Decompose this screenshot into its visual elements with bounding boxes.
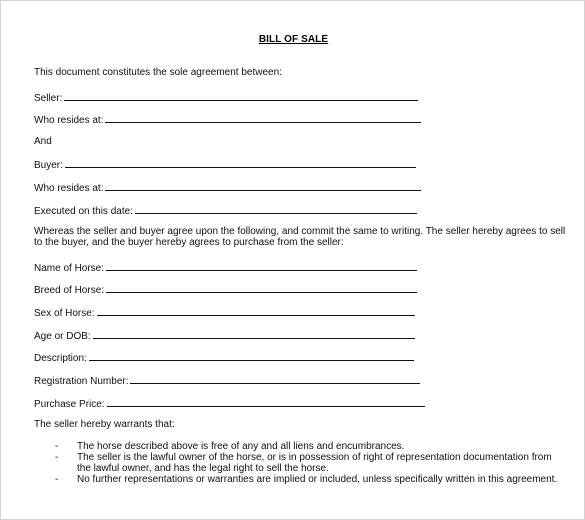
seller-address-blank-line[interactable] <box>105 113 421 123</box>
horse-breed-label: Breed of Horse: <box>34 285 105 296</box>
warranty-text: No further representations or warranties are implied or included, unless specifically written in this agreement. <box>77 474 558 485</box>
whereas-paragraph <box>34 226 564 248</box>
seller-address-label: Who resides at: <box>34 115 104 126</box>
horse-sex-blank-line[interactable] <box>97 306 415 316</box>
buyer-label: Buyer: <box>34 160 63 171</box>
registration-number-field[interactable] <box>34 374 420 388</box>
purchase-price-field[interactable] <box>34 397 425 411</box>
seller-blank-line[interactable] <box>64 91 418 101</box>
buyer-field[interactable] <box>34 158 416 172</box>
horse-breed-field[interactable] <box>34 283 417 297</box>
document-title: BILL OF SALE <box>258 34 329 45</box>
horse-description-label: Description: <box>34 353 87 364</box>
dash-bullet: - <box>55 452 59 463</box>
execution-date-label: Executed on this date: <box>34 206 133 217</box>
horse-age-blank-line[interactable] <box>93 329 415 339</box>
list-item <box>34 441 564 452</box>
list-item <box>34 474 564 485</box>
horse-age-field[interactable] <box>34 329 415 343</box>
list-item <box>34 452 564 474</box>
warrants-intro-text: The seller hereby warrants that: <box>34 419 175 430</box>
seller-label: Seller: <box>34 93 63 104</box>
and-text: And <box>34 136 52 147</box>
purchase-price-label: Purchase Price: <box>34 399 105 410</box>
whereas-line-1: Whereas the seller and buyer agree upon the following, and commit the same to writing. The seller hereby agrees to sell <box>34 226 566 237</box>
horse-description-field[interactable] <box>34 351 414 365</box>
dash-bullet: - <box>55 474 59 485</box>
horse-breed-blank-line[interactable] <box>106 283 417 293</box>
intro-text: This document constitutes the sole agreement between: <box>34 67 282 78</box>
warranty-text: The horse described above is free of any and all liens and encumbrances. <box>77 441 405 452</box>
horse-sex-field[interactable] <box>34 306 415 320</box>
whereas-line-2: to the buyer, and the buyer hereby agrees to purchase from the seller: <box>34 237 344 248</box>
buyer-blank-line[interactable] <box>65 158 416 168</box>
seller-field[interactable] <box>34 91 418 105</box>
purchase-price-blank-line[interactable] <box>107 397 425 407</box>
execution-date-field[interactable] <box>34 204 417 218</box>
horse-name-blank-line[interactable] <box>106 261 417 271</box>
horse-age-label: Age or DOB: <box>34 331 91 342</box>
horse-name-field[interactable] <box>34 261 417 275</box>
warranty-list <box>34 441 564 485</box>
seller-address-field[interactable] <box>34 113 421 127</box>
horse-sex-label: Sex of Horse: <box>34 308 95 319</box>
warranty-text: The seller is the lawful owner of the horse, or is in possession of right of representation documentation from the lawful owner, and has the legal right to sell the horse. <box>77 452 552 474</box>
buyer-address-field[interactable] <box>34 181 421 195</box>
buyer-address-blank-line[interactable] <box>105 181 421 191</box>
execution-date-blank-line[interactable] <box>135 204 417 214</box>
horse-description-blank-line[interactable] <box>89 351 414 361</box>
horse-name-label: Name of Horse: <box>34 263 105 274</box>
dash-bullet: - <box>55 441 59 452</box>
registration-number-label: Registration Number: <box>34 376 129 387</box>
registration-number-blank-line[interactable] <box>130 374 420 384</box>
buyer-address-label: Who resides at: <box>34 183 104 194</box>
